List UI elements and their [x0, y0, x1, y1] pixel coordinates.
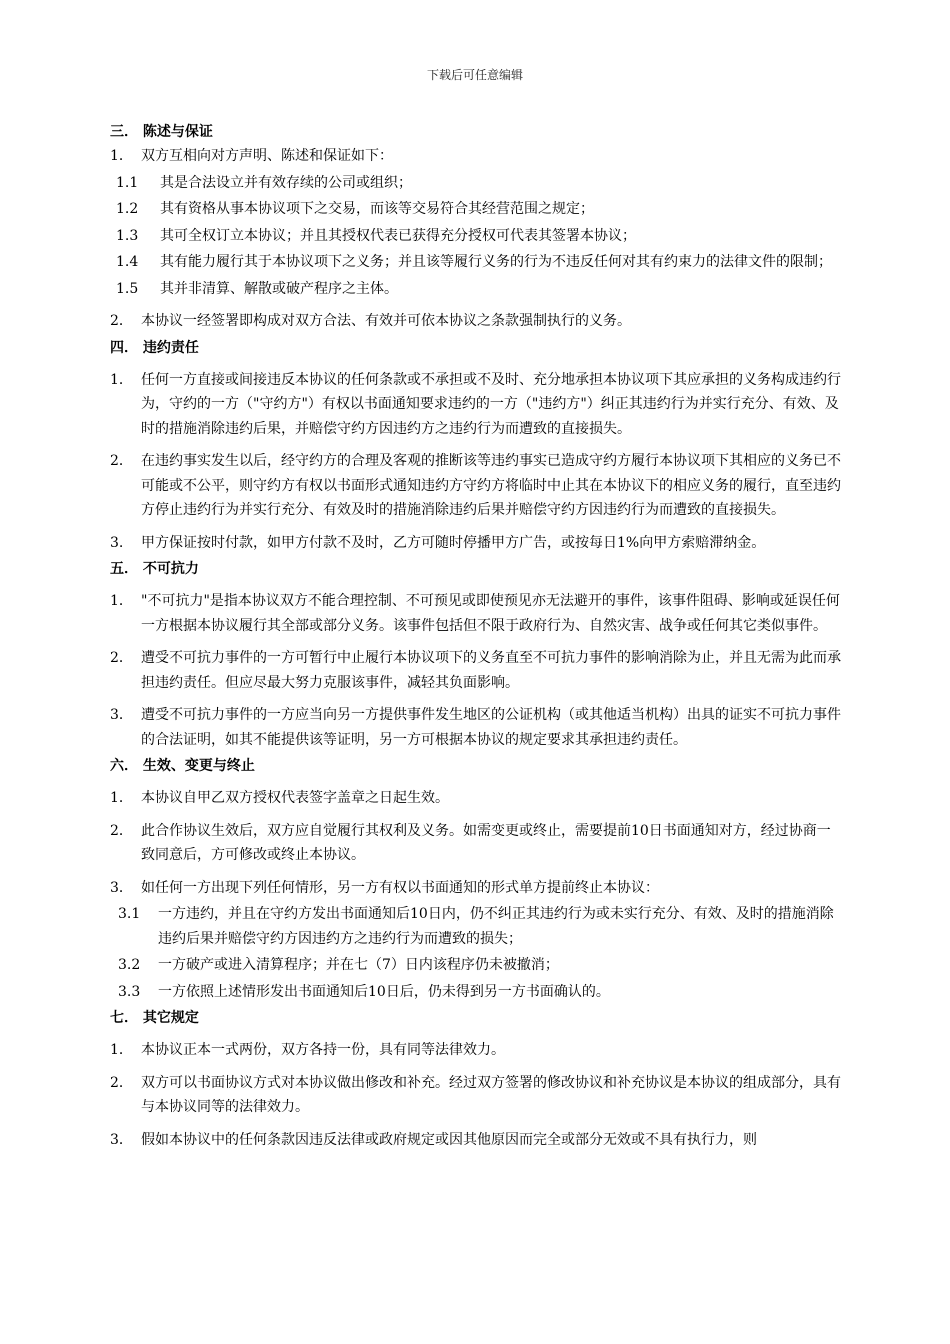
- sub-item: [110, 224, 842, 249]
- item-number: 1．: [110, 790, 133, 806]
- list-item: [110, 786, 842, 811]
- item-number: 2．: [110, 1074, 133, 1091]
- sub-item-text: 一方依照上述情形发出书面通知后10日后，仍未得到另一方书面确认的。: [158, 983, 610, 1000]
- sub-item-number: 1.3: [116, 227, 139, 244]
- section-title: 三． 陈述与保证: [110, 124, 213, 140]
- item-number: 1．: [110, 1042, 133, 1058]
- list-item: [110, 449, 842, 523]
- sub-item: [110, 171, 842, 196]
- document-body: [110, 120, 842, 1154]
- sub-item: [110, 250, 842, 275]
- item-text: 在违约事实发生以后，经守约方的合理及客观的推断该等违约事实已造成守约方履行本协议项下其相应的义务已不可能或不公平，则守约方有权以书面形式通知违约方守约方将临时中止其在本协议下的相应义务的履行，直至违约方停止违约行为并实行充分、有效及时的措施消除违约后果并赔偿守约方因违约行为而遭致的直接损失。: [141, 453, 841, 518]
- list-item: [110, 309, 842, 334]
- sub-item-number: 3.1: [118, 906, 141, 922]
- sub-item-text: 一方违约，并且在守约方发出书面通知后10日内，仍不纠正其违约行为或未实行充分、有效、及时的措施消除违约后果并赔偿守约方因违约方之违约行为而遭致的损失；: [158, 906, 834, 947]
- item-text: "不可抗力"是指本协议双方不能合理控制、不可预见或即使预见亦无法避开的事件，该事件阻碍、影响或延误任何一方根据本协议履行其全部或部分义务。该事件包括但不限于政府行为、自然灾害、战争或任何其它类似事件。: [141, 593, 840, 634]
- sub-item-number: 1.1: [116, 174, 139, 191]
- item-number: 1．: [110, 593, 133, 609]
- sub-item-text: 一方破产或进入清算程序；并在七（7）日内该程序仍未被撤消；: [158, 957, 559, 973]
- sub-item-text: 其并非清算、解散或破产程序之主体。: [160, 280, 398, 297]
- item-text: 此合作协议生效后，双方应自觉履行其权利及义务。如需变更或终止，需要提前10日书面通知对方，经过协商一致同意后，方可修改或终止本协议。: [141, 822, 831, 863]
- list-item: [110, 646, 842, 695]
- list-item: [110, 819, 842, 868]
- item-number: 2．: [110, 453, 133, 469]
- item-text: 甲方保证按时付款，如甲方付款不及时，乙方可随时停播甲方广告，或按每日1%向甲方索赔滞纳金。: [141, 534, 766, 551]
- item-number: 3．: [110, 707, 133, 723]
- item-number: 1．: [110, 371, 133, 388]
- sub-item-number: 3.2: [118, 957, 141, 973]
- page-header: 下载后可任意编辑: [426, 68, 523, 82]
- item-text: 遭受不可抗力事件的一方可暂行中止履行本协议项下的义务直至不可抗力事件的影响消除为止，并且无需为此而承担违约责任。但应尽最大努力克服该事件，减轻其负面影响。: [141, 650, 841, 691]
- list-item: [110, 703, 842, 752]
- item-number: 2．: [110, 650, 133, 666]
- item-text: 假如本协议中的任何条款因违反法律或政府规定或因其他原因而完全或部分无效或不具有执行力，则: [141, 1131, 757, 1148]
- list-item: [110, 589, 842, 638]
- item-number: 2．: [110, 822, 133, 839]
- list-item: [110, 144, 842, 169]
- item-text: 遭受不可抗力事件的一方应当向另一方提供事件发生地区的公证机构（或其他适当机构）出具的证实不可抗力事件的合法证明，如其不能提供该等证明，另一方可根据本协议的规定要求其承担违约责任。: [141, 707, 841, 748]
- sub-item-number: 1.4: [116, 254, 139, 270]
- sub-item: [110, 197, 842, 222]
- list-item: [110, 368, 842, 442]
- section-title: 四． 违约责任: [110, 339, 199, 356]
- sub-item: [110, 953, 842, 978]
- item-number: 3．: [110, 1131, 133, 1148]
- sub-item-text: 其有资格从事本协议项下之交易，而该等交易符合其经营范围之规定；: [160, 201, 594, 217]
- sub-item-number: 1.5: [116, 280, 139, 297]
- list-item: [110, 876, 842, 901]
- sub-item: [110, 980, 842, 1005]
- item-text: 双方可以书面协议方式对本协议做出修改和补充。经过双方签署的修改协议和补充协议是本协议的组成部分，具有与本协议同等的法律效力。: [141, 1074, 841, 1115]
- item-text: 本协议自甲乙双方授权代表签字盖章之日起生效。: [141, 790, 449, 806]
- section-title: 五． 不可抗力: [110, 561, 199, 577]
- item-number: 2．: [110, 313, 133, 329]
- item-text: 任何一方直接或间接违反本协议的任何条款或不承担或不及时、充分地承担本协议项下其应承担的义务构成违约行为，守约的一方（"守约方"）有权以书面通知要求违约的一方（"违约方"）纠正其违约行为并实行充分、有效、及时的措施消除违约后果，并赔偿守约方因违约方之违约行为而遭致的直接损失。: [141, 371, 841, 437]
- list-item: [110, 1071, 842, 1120]
- list-item: [110, 1038, 842, 1063]
- item-text: 双方互相向对方声明、陈述和保证如下：: [141, 148, 393, 164]
- item-text: 本协议一经签署即构成对双方合法、有效并可依本协议之条款强制执行的义务。: [141, 313, 631, 329]
- section-title: 六． 生效、变更与终止: [110, 758, 255, 774]
- list-item: [110, 531, 842, 556]
- sub-item: [110, 902, 842, 951]
- list-item: [110, 1128, 842, 1153]
- item-number: 3．: [110, 879, 133, 896]
- item-number: 1．: [110, 148, 133, 164]
- item-number: 3.: [110, 534, 124, 551]
- sub-item-text: 其有能力履行其于本协议项下之义务；并且该等履行义务的行为不违反任何对其有约束力的法律文件的限制；: [160, 254, 832, 270]
- item-text: 本协议正本一式两份，双方各持一份，具有同等法律效力。: [141, 1042, 505, 1058]
- sub-item-number: 1.2: [116, 201, 139, 217]
- section-title: 七． 其它规定: [110, 1010, 199, 1026]
- sub-item: [110, 277, 842, 302]
- sub-item-number: 3.3: [118, 983, 141, 1000]
- item-text: 如任何一方出现下列任何情形，另一方有权以书面通知的形式单方提前终止本协议：: [141, 879, 659, 896]
- sub-item-text: 其是合法设立并有效存续的公司或组织；: [160, 174, 412, 191]
- sub-item-text: 其可全权订立本协议；并且其授权代表已获得充分授权可代表其签署本协议；: [160, 227, 636, 244]
